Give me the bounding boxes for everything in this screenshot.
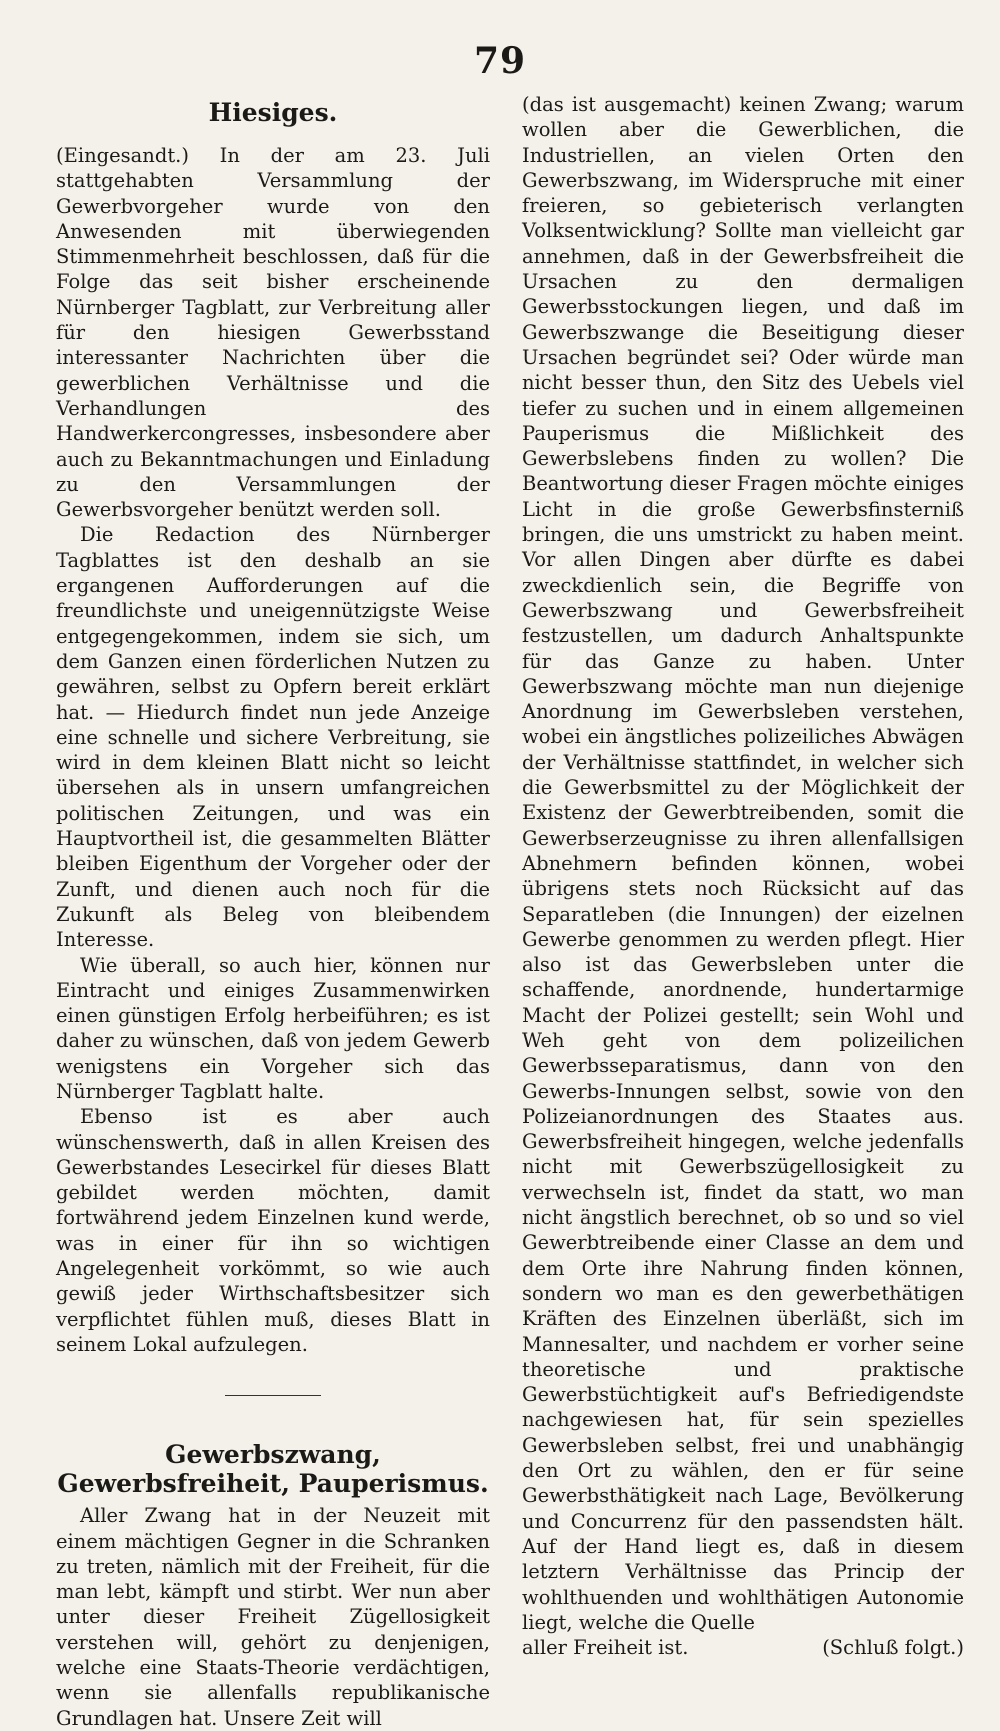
paragraph-article-start: Aller Zwang hat in der Neuzeit mit einem mächtigen Gegner in die Schranken zu treten, nämlich mit der Freiheit, für die man lebt, kämpft und stirbt. Wer nun aber unter dieser Freiheit Zügellosigkeit verstehen will, gehört zu denjenigen, welche eine Staats-Theorie verdächtigen, wenn sie allenfalls republikanische Grundlagen hat. Unsere Zeit will — [56, 1504, 490, 1730]
continuation-note: (Schluß folgt.) — [822, 1636, 964, 1660]
article-closing-line — [522, 1635, 964, 1660]
paragraph-article-continued: (das ist ausgemacht) keinen Zwang; warum wollen aber die Gewerblichen, die Industriellen, an vielen Orten den Gewerbszwang, im Widerspruche mit einer freieren, so gebieterisch verlangten Volksentwicklung? Sollte man vielleicht gar annehmen, daß in der Gewerbsfreiheit die Ursachen zu den dermaligen Gewerbsstockungen liegen, und daß im Gewerbszwange die Beseitigung dieser Ursachen begründet sei? Oder würde man nicht besser thun, den Sitz des Uebels viel tiefer zu suchen und in einem allgemeinen Pauperismus die Mißlichkeit des Gewerbslebens finden zu wollen? Die Beantwortung dieser Fragen möchte einiges Licht in die große Gewerbsfinsterniß bringen, die uns umstrickt zu haben meint. Vor allen Dingen aber dürfte es dabei zweckdienlich sein, die Begriffe von Gewerbszwang und Gewerbsfreiheit festzustellen, um dadurch Anhaltspunkte für das Ganze zu haben. Unter Gewerbszwang möchte man nun diejenige Anordnung im Gewerbsleben verstehen, wobei ein ängstliches polizeiliches Abwägen der Verhältnisse stattfindet, in welcher sich die Gewerbsmittel zu der Möglichkeit der Existenz der Gewerbtreibenden, somit die Gewerbserzeugnisse zu ihren allenfallsigen Abnehmern befinden können, wobei übrigens stets noch Rücksicht auf das Separatleben (die Innungen) der eizelnen Gewerbe genommen zu werden pflegt. Hier also ist das Gewerbsleben unter die schaffende, anordnende, hundertarmige Macht der Polizei gestellt; sein Wohl und Weh geht von dem polizeilichen Gewerbsseparatismus, dann von den Gewerbs-Innungen selbst, sowie von den Polizeianordnungen des Staates aus. Gewerbsfreiheit hingegen, welche jedenfalls nicht mit Gewerbszügellosigkeit zu verwechseln ist, findet da statt, wo man nicht ängstlich berechnet, ob so und so viel Gewerbtreibende einer Classe an dem und dem Orte ihre Nahrung finden können, sondern wo man es den gewerbethätigen Kräften des Einzelnen überläßt, sich im Mannesalter, und nachdem er vorher seine theoretische und praktische Gewerbstüchtigkeit auf's Befriedigendste nachgewiesen hat, für sein spezielles Gewerbsleben selbst, frei und unabhängig den Ort zu wählen, den er für seine Gewerbsthätigkeit nach Lage, Bevölkerung und Concurrenz für den passendsten hält. Auf der Hand liegt es, daß in diesem letztern Verhältnisse das Princip der wohlthuenden und wohlthätigen Autonomie liegt, welche die Quelle — [522, 93, 964, 1634]
paragraph-lesecirkel: Ebenso ist es aber auch wünschenswerth, daß in allen Kreisen des Gewerbstandes Lesecirkel für dieses Blatt gebildet werden möchten, damit fortwährend jedem Einzelnen kund werde, was in einer für ihn so wichtigen Angelegenheit vorkömmt, so wie auch gewiß jeder Wirthschaftsbesitzer sich verpflichtet fühlen muß, dieses Blatt in seinem Lokal aufzulegen. — [56, 1105, 490, 1356]
page-number: 79 — [474, 40, 527, 82]
left-column — [56, 92, 490, 1731]
closing-text: aller Freiheit ist. — [522, 1636, 689, 1660]
paragraph-eintracht: Wie überall, so auch hier, können nur Eintracht und einiges Zusammenwirken einen günstigen Erfolg herbeiführen; es ist daher zu wünschen, daß von jedem Gewerb wenigstens ein Vorgeher sich das Nürnberger Tagblatt halte. — [56, 953, 490, 1103]
paragraph-redaction: Die Redaction des Nürnberger Tagblattes ist den deshalb an sie ergangenen Aufforderungen auf die freundlichste und uneigennützigste Weise entgegengekommen, indem sie sich, um dem Ganzen einen förderlichen Nutzen zu gewähren, selbst zu Opfern bereit erklärt hat. — Hiedurch findet nun jede Anzeige eine schnelle und sichere Verbreitung, sie wird in dem kleinen Blatt nicht so leicht übersehen als in unsern umfangreichen politischen Zeitungen, und was ein Hauptvortheil ist, die gesammelten Blätter bleiben Eigenthum der Vorgeher oder der Zunft, und dienen auch noch für die Zukunft als Beleg von bleibendem Interesse. — [56, 523, 490, 952]
right-column — [522, 92, 964, 1660]
section-divider — [225, 1395, 321, 1396]
article-heading: Gewerbszwang, Gewerbsfreiheit, Pauperismus. — [57, 1440, 489, 1499]
section-heading-hiesiges: Hiesiges. — [208, 98, 338, 127]
paragraph-announcement: (Eingesandt.) In der am 23. Juli stattgehabten Versammlung der Gewerbvorgeher wurde von den Anwesenden mit überwiegenden Stimmenmehrheit beschlossen, daß für die Folge das seit bisher erscheinende Nürnberger Tagblatt, zur Verbreitung aller für den hiesigen Gewerbsstand interessanter Nachrichten über die gewerblichen Verhältnisse und die Verhandlungen des Handwerkercongresses, insbesondere aber auch zu Bekanntmachungen und Einladung zu den Versammlungen der Gewerbsvorgeher benützt werden soll. — [56, 144, 490, 522]
